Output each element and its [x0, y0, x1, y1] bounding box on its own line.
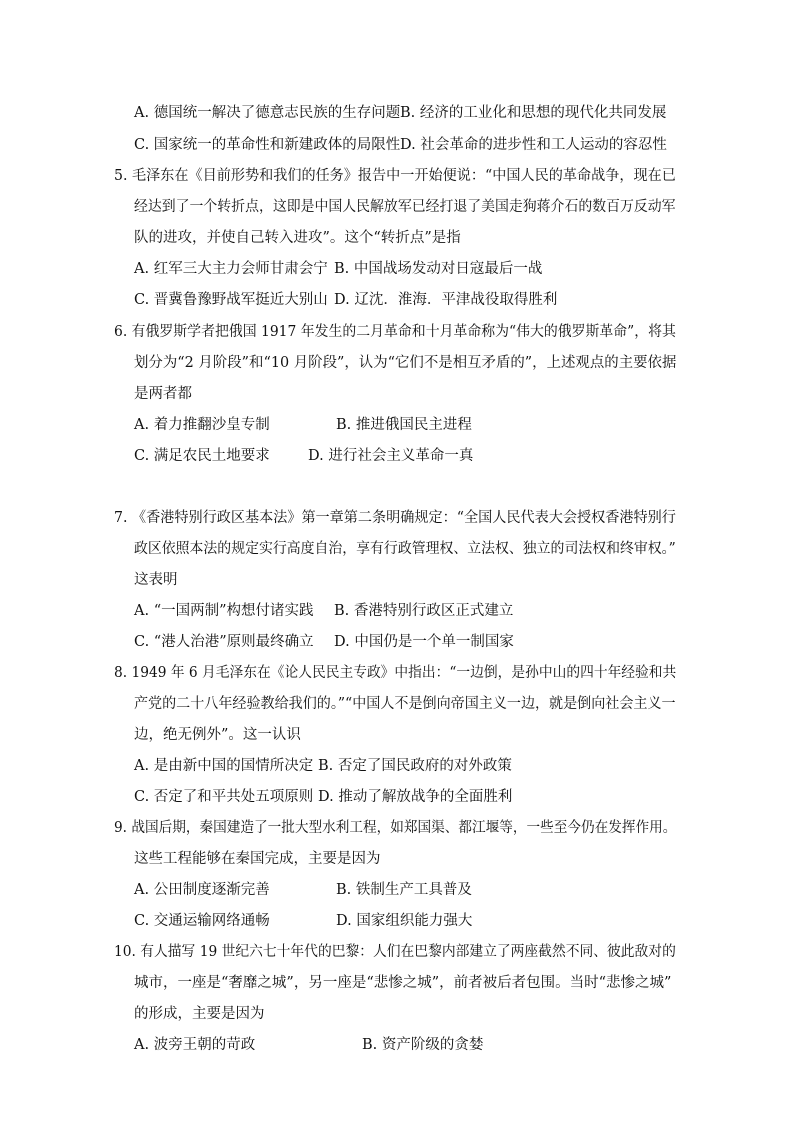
q9-option-d: D. 国家组织能力强大	[336, 913, 473, 929]
q6-stem-line2: 划分为“2 月阶段”和“10 月阶段”，认为“它们不是相互矛盾的”，上述观点的主要依据	[134, 355, 677, 371]
q5-stem-line3: 队的进攻，并使自己转入进攻”。这个“转折点”是指	[134, 230, 461, 246]
q5-option-a: A. 红军三大主力会师甘肃会宁	[134, 261, 328, 277]
q8-stem-line2: 产党的二十八年经验教给我们的。”“中国人不是倒向帝国主义一边，就是倒向社会主义一	[134, 696, 676, 712]
q9-option-b: B. 铁制生产工具普及	[336, 882, 472, 898]
q5-stem-line2: 经达到了一个转折点，这即是中国人民解放军已经打退了美国走狗蒋介石的数百万反动军	[134, 199, 676, 215]
q7-stem-line1: 7. 《香港特别行政区基本法》第一章第二条明确规定：“全国人民代表大会授权香港特别行	[114, 510, 676, 526]
q6-stem-line1: 6. 有俄罗斯学者把俄国 1917 年发生的二月革命和十月革命称为“伟大的俄罗斯革命”，将其	[114, 324, 676, 340]
q9-option-a: A. 公田制度逐渐完善	[134, 882, 270, 898]
q7-stem-line3: 这表明	[134, 572, 178, 588]
q6-option-b: B. 推进俄国民主进程	[336, 417, 472, 433]
q6-stem-line3: 是两者都	[134, 386, 192, 402]
q4-option-b: B. 经济的工业化和思想的现代化共同发展	[400, 105, 667, 121]
q8-option-b: B. 否定了国民政府的对外政策	[318, 758, 512, 774]
q10-stem-line3: 的形成，主要是因为	[134, 1006, 265, 1022]
q6-option-d: D. 进行社会主义革命一真	[308, 448, 474, 464]
q7-option-b: B. 香港特别行政区正式建立	[334, 603, 514, 619]
q10-option-b: B. 资产阶级的贪婪	[362, 1037, 484, 1053]
q8-option-c: C. 否定了和平共处五项原则	[134, 789, 314, 805]
q10-stem-line1: 10. 有人描写 19 世纪六七十年代的巴黎：人们在巴黎内部建立了两座截然不同、彼此敌对的	[114, 944, 676, 960]
q5-stem-line1: 5. 毛泽东在《目前形势和我们的任务》报告中一开始便说：“中国人民的革命战争，现在已	[114, 168, 676, 184]
q10-option-a: A. 波旁王朝的苛政	[134, 1037, 256, 1053]
q8-stem-line3: 边，绝无例外”。这一认识	[134, 727, 301, 743]
q6-option-a: A. 着力推翻沙皇专制	[134, 417, 270, 433]
q10-stem-line2: 城市，一座是“奢靡之城”，另一座是“悲惨之城”，前者被后者包围。当时“悲惨之城”	[134, 975, 672, 991]
q8-stem-line1: 8. 1949 年 6 月毛泽东在《论人民民主专政》中指出：“一边倒，是孙中山的四十年经验和共	[114, 665, 677, 681]
q4-option-d: D. 社会革命的进步性和工人运动的容忍性	[400, 137, 667, 153]
q9-option-c: C. 交通运输网络通畅	[134, 913, 270, 929]
q4-option-a: A. 德国统一解决了德意志民族的生存问题	[134, 105, 401, 121]
q8-option-d: D. 推动了解放战争的全面胜利	[318, 789, 513, 805]
q9-stem-line2: 这些工程能够在秦国完成，主要是因为	[134, 851, 381, 867]
q5-option-b: B. 中国战场发动对日寇最后一战	[334, 261, 543, 277]
q5-option-d: D. 辽沈．淮海．平津战役取得胜利	[334, 292, 558, 308]
q6-option-c: C. 满足农民土地要求	[134, 448, 270, 464]
q7-option-a: A. “一国两制”构想付诸实践	[134, 603, 314, 619]
q5-option-c: C. 晋冀鲁豫野战军挺近大别山	[134, 292, 328, 308]
q7-option-c: C. “港人治港”原则最终确立	[134, 634, 314, 650]
q7-stem-line2: 政区依照本法的规定实行高度自治，享有行政管理权、立法权、独立的司法权和终审权。”	[134, 541, 676, 557]
q7-option-d: D. 中国仍是一个单一制国家	[334, 634, 514, 650]
q4-option-c: C. 国家统一的革命性和新建政体的局限性	[134, 137, 401, 153]
q8-option-a: A. 是由新中国的国情所决定	[134, 758, 314, 774]
q9-stem-line1: 9. 战国后期，秦国建造了一批大型水利工程，如郑国渠、都江堰等，一些至今仍在发挥作用。	[114, 820, 677, 836]
